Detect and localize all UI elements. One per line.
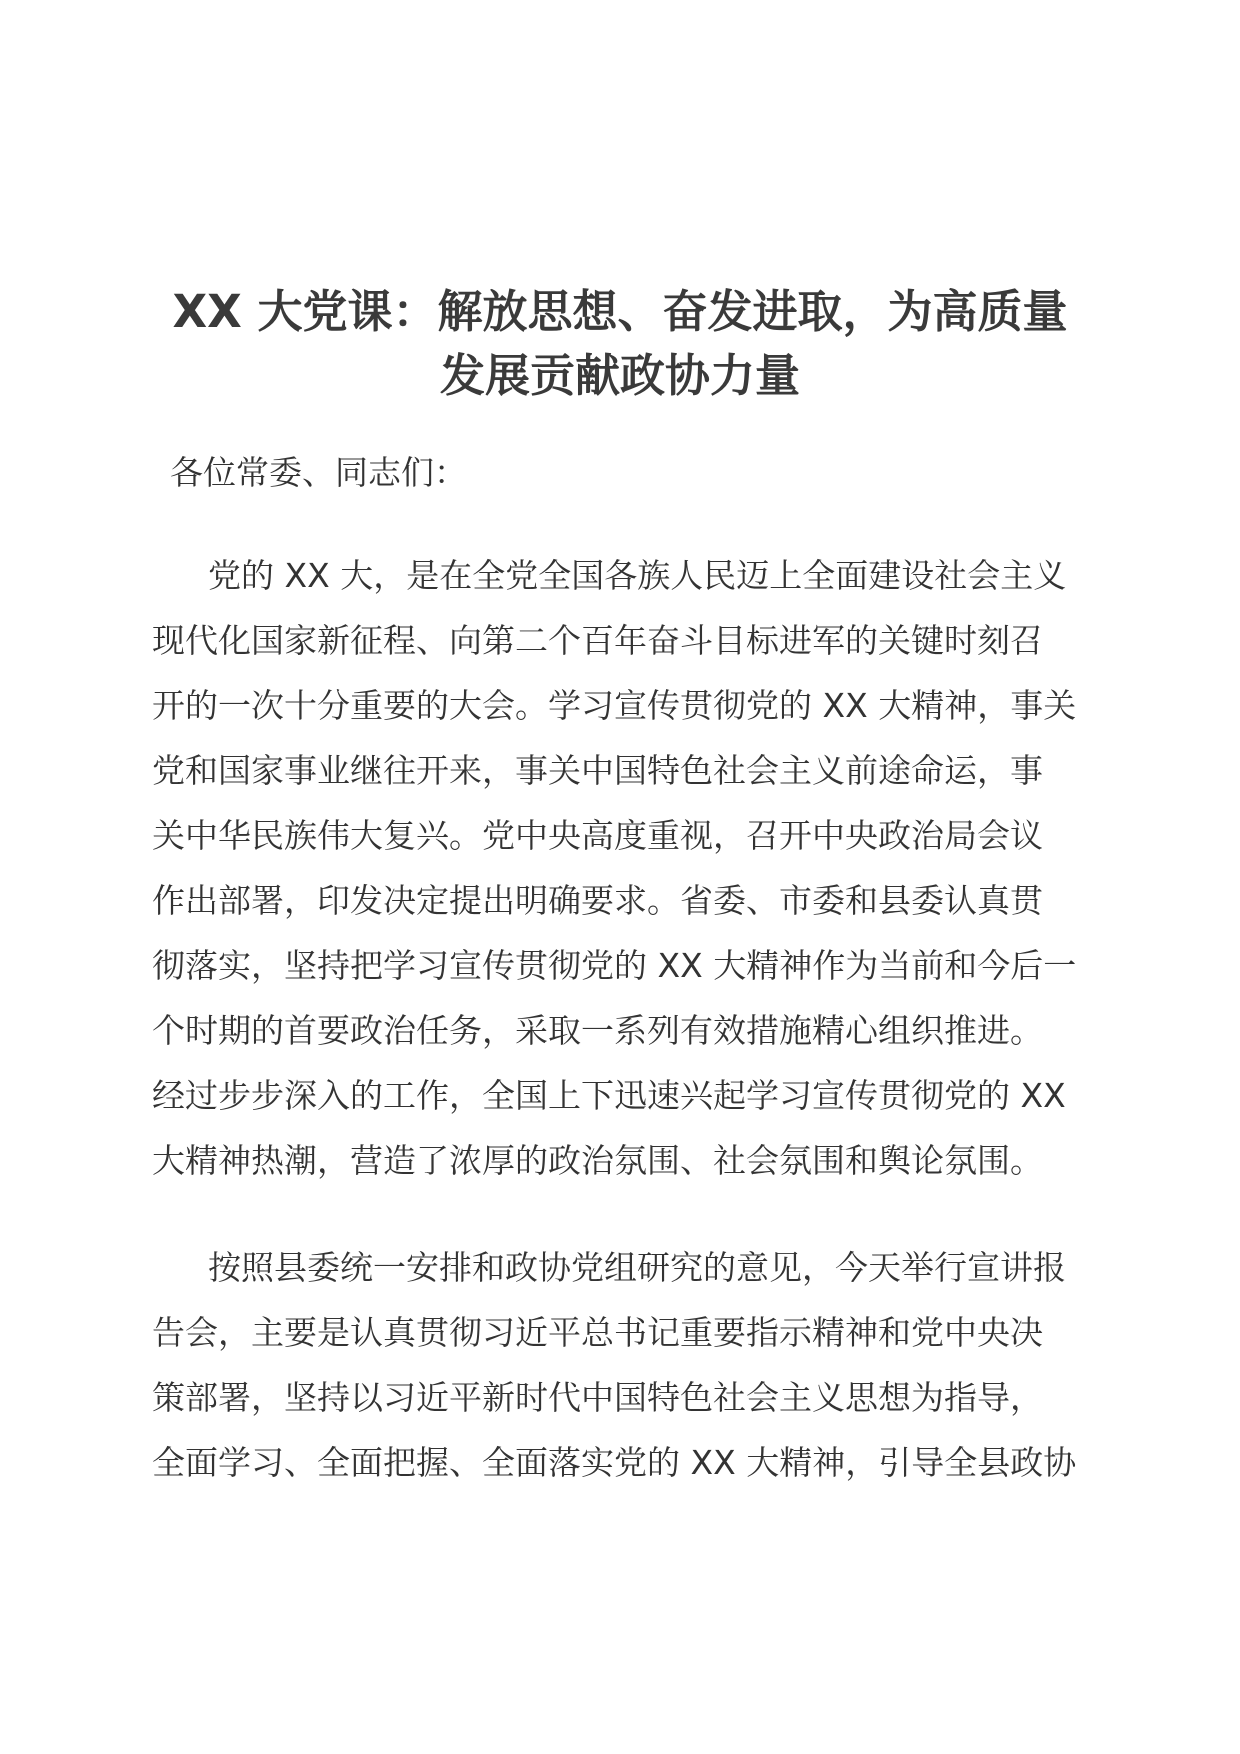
title-line: XX 大党课：解放思想、奋发进取，为高质量 [172, 285, 1068, 338]
body-paragraph-2 [152, 1235, 1092, 1495]
salutation: 各位常委、同志们： [170, 453, 467, 492]
paragraph-line: 全面学习、全面把握、全面落实党的 XX 大精神，引导全县政协 [152, 1443, 1077, 1482]
paragraph-line: 大精神热潮，营造了浓厚的政治氛围、社会氛围和舆论氛围。 [152, 1141, 1043, 1180]
paragraph-line: 现代化国家新征程、向第二个百年奋斗目标进军的关键时刻召 [152, 621, 1043, 660]
paragraph-line: 作出部署，印发决定提出明确要求。省委、市委和县委认真贯 [152, 881, 1043, 920]
title-line: 发展贡献政协力量 [439, 349, 800, 402]
paragraph-line: 告会，主要是认真贯彻习近平总书记重要指示精神和党中央决 [152, 1313, 1043, 1352]
paragraph-line: 彻落实，坚持把学习宣传贯彻党的 XX 大精神作为当前和今后一 [152, 946, 1077, 985]
body-paragraph-1 [152, 543, 1092, 1193]
paragraph-line: 党的 XX 大，是在全党全国各族人民迈上全面建设社会主义 [208, 556, 1067, 595]
paragraph-line: 按照县委统一安排和政协党组研究的意见，今天举行宣讲报 [208, 1248, 1066, 1287]
paragraph-line: 个时期的首要政治任务，采取一系列有效措施精心组织推进。 [152, 1011, 1043, 1050]
paragraph-line: 经过步步深入的工作，全国上下迅速兴起学习宣传贯彻党的 XX [152, 1076, 1066, 1115]
paragraph-line: 党和国家事业继往开来，事关中国特色社会主义前途命运，事 [152, 751, 1043, 790]
document-title [140, 280, 1100, 408]
paragraph-line: 开的一次十分重要的大会。学习宣传贯彻党的 XX 大精神，事关 [152, 686, 1077, 725]
paragraph-line: 策部署，坚持以习近平新时代中国特色社会主义思想为指导， [152, 1378, 1043, 1417]
paragraph-line: 关中华民族伟大复兴。党中央高度重视，召开中央政治局会议 [152, 816, 1043, 855]
